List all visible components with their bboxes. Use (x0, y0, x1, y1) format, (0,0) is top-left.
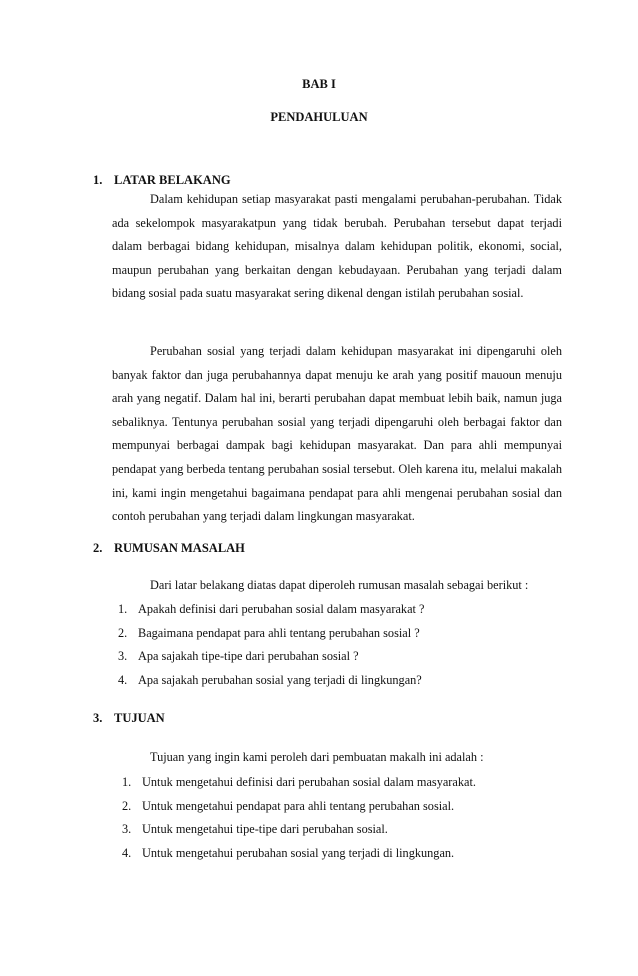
section-number: 2. (93, 541, 103, 555)
list-number: 1. (118, 602, 128, 616)
list-text: Bagaimana pendapat para ahli tentang perubahan sosial ? (138, 625, 420, 640)
objective-list (122, 771, 476, 865)
section-number: 3. (93, 711, 103, 725)
list-item (118, 645, 424, 669)
section-body-latar-belakang (112, 188, 562, 306)
list-text: Apa sajakah perubahan sosial yang terjadi di lingkungan? (138, 672, 422, 687)
section-intro: Tujuan yang ingin kami peroleh dari pembuatan makalh ini adalah : (150, 750, 484, 764)
list-text: Untuk mengetahui perubahan sosial yang terjadi di lingkungan. (142, 845, 455, 860)
list-number: 3. (118, 649, 128, 664)
section-intro: Dari latar belakang diatas dapat diperoleh rumusan masalah sebagai berikut : (150, 578, 529, 592)
section-body-latar-belakang-2 (112, 340, 562, 529)
section-heading-rumusan-masalah (93, 541, 245, 556)
list-number: 1. (122, 775, 132, 789)
list-text: Apa sajakah tipe-tipe dari perubahan sosial ? (138, 649, 359, 664)
list-item (118, 598, 424, 622)
list-item (122, 818, 476, 842)
list-text: Apakah definisi dari perubahan sosial dalam masyarakat ? (138, 602, 425, 616)
list-number: 4. (122, 845, 132, 860)
section-number: 1. (93, 173, 103, 187)
list-number: 3. (122, 822, 132, 837)
section-title: LATAR BELAKANG (114, 173, 231, 187)
list-item (122, 771, 476, 795)
list-item (118, 669, 424, 693)
problem-list (118, 598, 424, 692)
list-item (122, 795, 476, 819)
section-title: RUMUSAN MASALAH (114, 541, 245, 555)
chapter-title: BAB I (302, 77, 336, 91)
list-text: Untuk mengetahui definisi dari perubahan sosial dalam masyarakat. (142, 775, 476, 789)
paragraph: Perubahan sosial yang terjadi dalam kehidupan masyarakat ini dipengaruhi oleh banyak faktor dan juga perubahannya dapat menuju ke arah yang positif mauoun menuju arah yang negatif. Dalam hal ini, berarti perubahan dapat membuat lebih baik, namun juga sebaliknya. Tentunya perubahan sosial yang terjadi dipengaruhi oleh berbagai faktor dan mempunyai berbagai dampak bagi kehidupan masyarakat. Dan para ahli mempunyai pendapat yang berbeda tentang perubahan sosial tersebut. Oleh karena itu, melalui makalah ini, kami ingin mengetahui bagaimana pendapat para ahli mengenai perubahan sosial dan contoh perubahan yang terjadi dalam lingkungan masyarakat. (112, 344, 562, 524)
list-text: Untuk mengetahui pendapat para ahli tentang perubahan sosial. (142, 798, 455, 813)
paragraph: Dalam kehidupan setiap masyarakat pasti mengalami perubahan-perubahan. Tidak ada sekelompok masyarakatpun yang tidak berubah. Perubahan tersebut dapat terjadi dalam berbagai bidang kehidupan, misalnya dalam kehidupan politik, ekonomi, social, maupun perubahan yang berkaitan dengan kebudayaan. Perubahan yang terjadi dalam bidang sosial pada suatu masyarakat sering dikenal dengan istilah perubahan sosial. (112, 192, 562, 301)
list-item (118, 622, 424, 646)
chapter-subtitle: PENDAHULUAN (270, 110, 368, 124)
list-number: 2. (122, 798, 132, 813)
section-heading-tujuan (93, 711, 165, 726)
list-number: 4. (118, 672, 128, 687)
list-item (122, 842, 476, 866)
list-text: Untuk mengetahui tipe-tipe dari perubahan sosial. (142, 822, 388, 837)
section-title: TUJUAN (114, 711, 165, 725)
list-number: 2. (118, 625, 128, 640)
section-heading-latar-belakang (93, 173, 231, 188)
